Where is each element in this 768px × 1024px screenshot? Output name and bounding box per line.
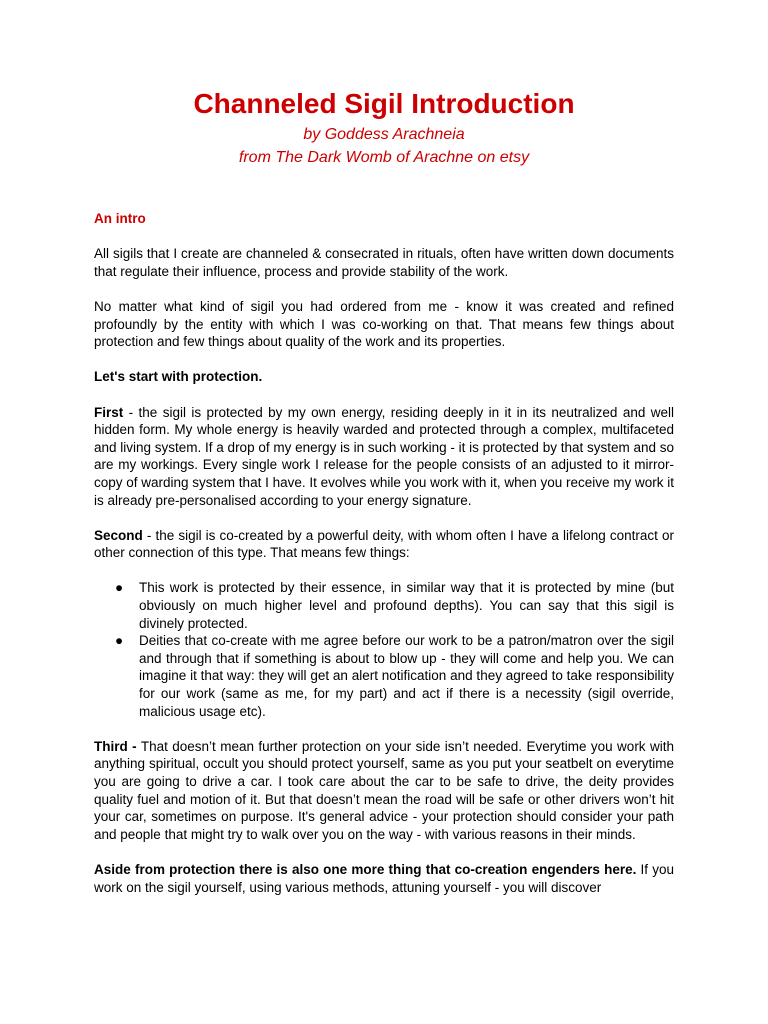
aside-text: If you work on the sigil yourself, using various methods, attuning yourself - you will discover <box>94 861 674 895</box>
intro-paragraph-2: No matter what kind of sigil you had ordered from me - know it was created and refined profoundly by the entity with which I was co-working on that. That means few things about protection and few things about quality of the work and its properties. <box>94 298 674 350</box>
source-line: from The Dark Womb of Arachne on etsy <box>238 149 530 166</box>
document-body <box>94 210 674 914</box>
bullet-icon: ● <box>115 633 124 649</box>
list-item-text: Deities that co-create with me agree before our work to be a patron/matron over the sigil and through that if something is about to blow up - they will come and help you. We can imagine it that way: they will get an alert notification and they agreed to take responsibility for our work (same as me, for my part) and act if there is a necessity (sigil override, malicious usage etc). <box>139 633 674 719</box>
list-item <box>94 579 674 632</box>
document-title: Channeled Sigil Introduction <box>193 88 575 119</box>
intro-paragraph-1: All sigils that I create are channeled & consecrated in rituals, often have written down documents that regulate their influence, process and provide stability of the work. <box>94 246 674 279</box>
first-text: - the sigil is protected by my own energy, residing deeply in it in its neutralized and well hidden form. My whole energy is heavily warded and protected through a complex, multifaceted and living system. If a drop of my energy is in such working - it is protected by that system and so are my workings. Every single work I release for the people consists of an adjusted to it mirror-copy of warding system that I have. It evolves while you work with it, when you receive my work it is already pre-personalised according to your energy signature. <box>94 404 675 508</box>
list-item-text: This work is protected by their essence, in similar way that it is protected by mine (but obviously on much higher level and profound depths). You can say that this sigil is divinely protected. <box>139 580 674 631</box>
first-label: First <box>94 404 124 420</box>
third-label: Third - <box>94 738 137 754</box>
list-item <box>94 632 674 720</box>
protection-heading: Let's start with protection. <box>94 369 263 385</box>
third-text: That doesn’t mean further protection on your side isn’t needed. Everytime you work with anything spiritual, occult you should protect yourself, same as you put your seatbelt on everytime you are going to drive a car. I took care about the car to be safe to drive, the deity provides quality fuel and motion of it. But that doesn’t mean the road will be safe or other drivers won’t hit your car, sometimes on purpose. It's general advice - your protection should consider your path and people that might try to walk over you on the way - with various reasons in their minds. <box>94 738 674 842</box>
aside-label: Aside from protection there is also one more thing that co-creation engenders here. <box>94 861 637 877</box>
second-paragraph <box>94 527 674 562</box>
second-label: Second <box>94 527 143 543</box>
intro-heading: An intro <box>94 211 146 226</box>
author-byline: by Goddess Arachneia <box>303 126 465 143</box>
first-paragraph <box>94 404 674 510</box>
aside-paragraph <box>94 861 674 896</box>
deity-points-list <box>94 579 674 720</box>
second-text: - the sigil is co-created by a powerful deity, with whom often I have a lifelong contract or other connection of this type. That means few things: <box>94 527 674 561</box>
bullet-icon: ● <box>115 580 124 596</box>
third-paragraph <box>94 738 674 844</box>
